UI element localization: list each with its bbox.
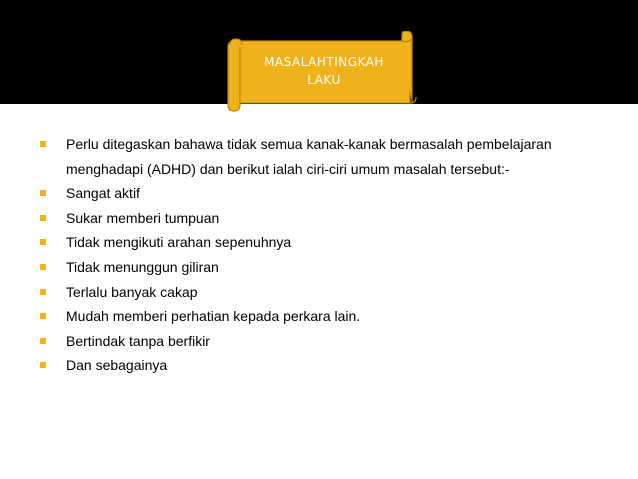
square-bullet-icon (40, 313, 46, 319)
square-bullet-icon (40, 141, 46, 147)
bullet-item (40, 304, 620, 329)
square-bullet-icon (40, 289, 46, 295)
square-bullet-icon (40, 338, 46, 344)
square-bullet-icon (40, 190, 46, 196)
bullet-item (40, 206, 620, 231)
bullet-text: Sangat aktif (66, 185, 140, 202)
bullet-text: Tidak mengikuti arahan sepenuhnya (66, 234, 292, 251)
square-bullet-icon (40, 215, 46, 221)
bullet-item (40, 329, 620, 354)
bullet-item (40, 353, 620, 378)
bullet-item (40, 280, 620, 305)
bullet-text: Bertindak tanpa berfikir (66, 332, 210, 349)
slide-title-line-1: MASALAHTINGKAH (264, 55, 384, 69)
square-bullet-icon (40, 362, 46, 368)
bullet-item (40, 230, 620, 255)
bullet-text: Sukar memberi tumpuan (66, 209, 220, 226)
slide-title-line-2: LAKU (307, 73, 341, 87)
bullet-text: Tidak menunggun giliran (66, 258, 219, 275)
bullet-text: Perlu ditegaskan bahawa tidak semua kanak-kanak bermasalah pembelajaran menghadapi (ADHD) dan berikut ialah ciri-ciri umum masalah tersebut:- (66, 136, 552, 177)
title-scroll-banner (226, 31, 420, 113)
bullet-text: Mudah memberi perhatian kepada perkara lain. (66, 308, 361, 325)
bullet-item (40, 132, 620, 181)
bullet-text: Dan sebagainya (66, 357, 168, 374)
square-bullet-icon (40, 239, 46, 245)
slide-title (246, 53, 402, 89)
bullet-item (40, 181, 620, 206)
bullet-item (40, 255, 620, 280)
bullet-list (40, 132, 620, 378)
square-bullet-icon (40, 264, 46, 270)
bullet-text: Terlalu banyak cakap (66, 283, 198, 300)
